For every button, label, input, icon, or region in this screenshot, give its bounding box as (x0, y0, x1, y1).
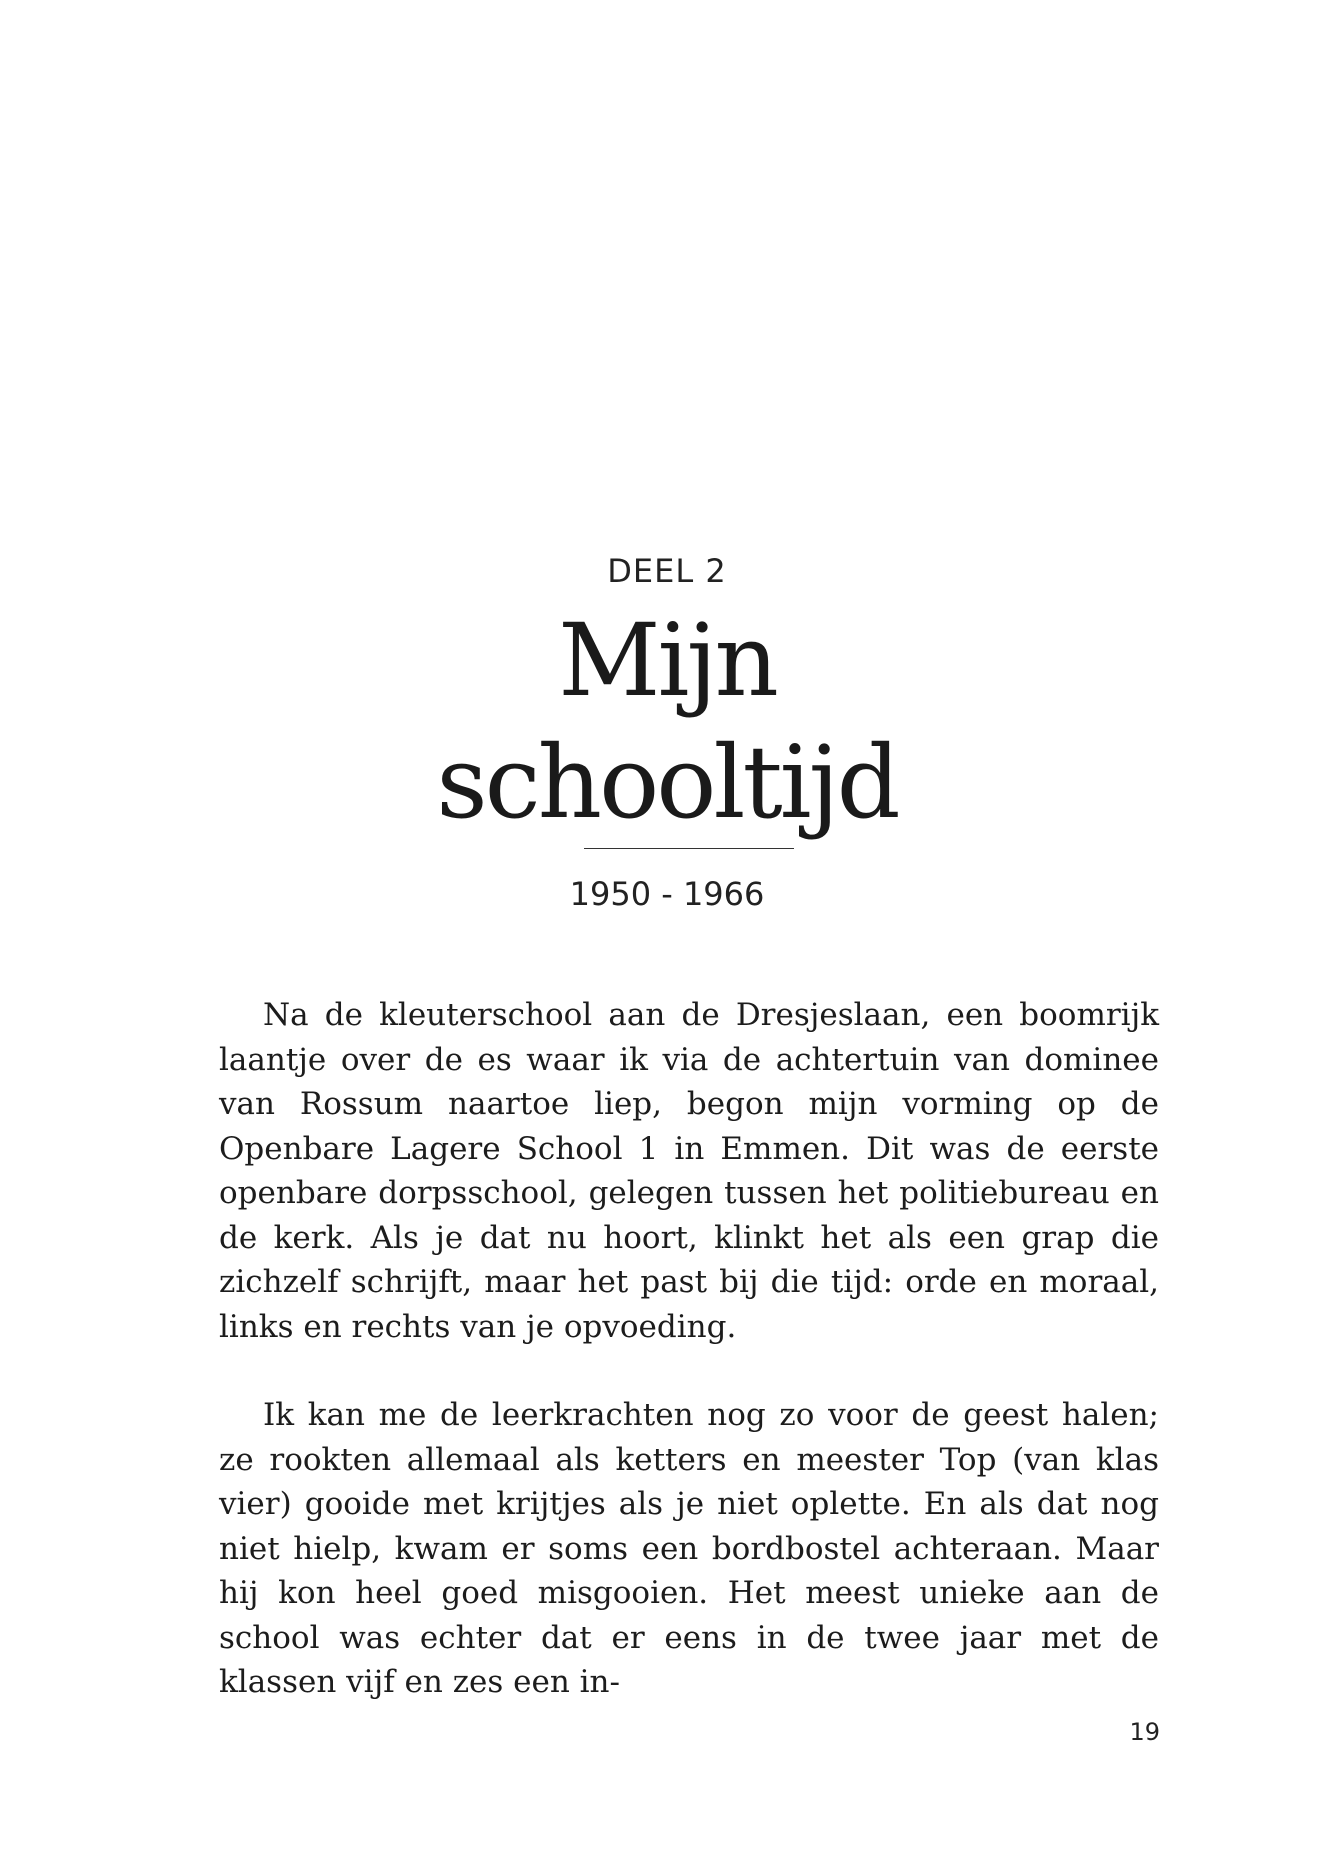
paragraph-1: Na de kleuterschool aan de Dresjeslaan, een boomrijk laantje over de es waar ik via de achtertuin van dominee van Rossum naartoe liep, begon mijn vorming op de Openbare Lagere School 1 in Emmen. Dit was de eerste openbare dorpsschool, gelegen tussen het politiebureau en de kerk. Als je dat nu hoort, klinkt het als een grap die zichzelf schrijft, maar het past bij die tijd: orde en moraal, links en rechts van je opvoeding. (219, 997, 1159, 1345)
chapter-title-line-2: schooltijd (436, 724, 898, 841)
page-number: 19 (1129, 1718, 1160, 1746)
title-divider (584, 848, 794, 849)
part-label: DEEL 2 (607, 552, 727, 590)
chapter-title-line-1: Mijn (558, 602, 776, 719)
chapter-years: 1950 - 1966 (569, 875, 765, 913)
body-text (219, 993, 1159, 1705)
paragraph-2: Ik kan me de leerkrachten nog zo voor de geest halen; ze rookten allemaal als ketters en meester Top (van klas vier) gooide met krijtjes als je niet oplette. En als dat nog niet hielp, kwam er soms een bordbostel achteraan. Maar hij kon heel goed misgooien. Het meest unieke aan de school was echter dat er eens in de twee jaar met de klassen vijf en zes een in- (219, 1397, 1159, 1700)
chapter-title (0, 600, 1334, 844)
